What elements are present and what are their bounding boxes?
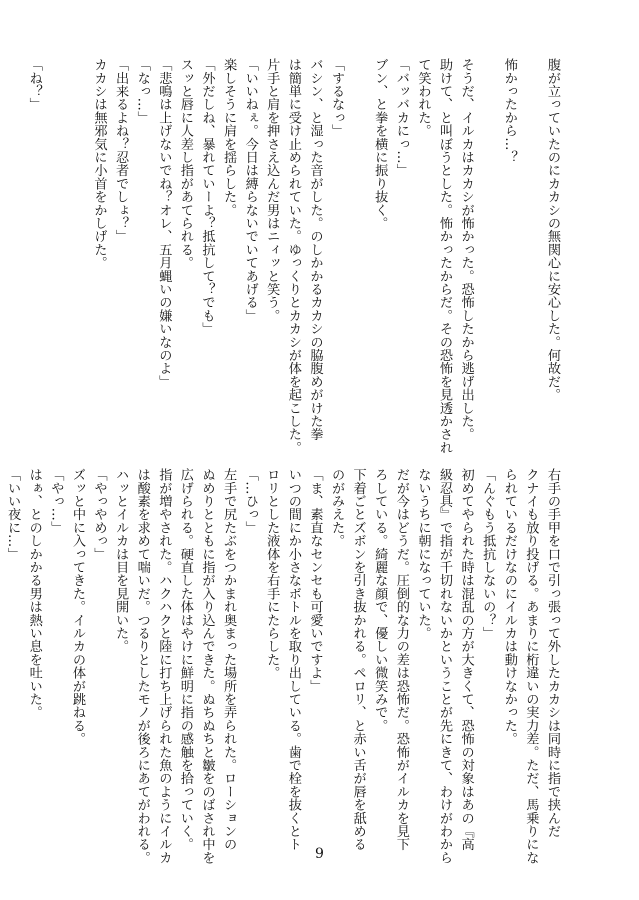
text-line: 「…ひっ」	[242, 468, 258, 534]
upper-text-block	[0, 58, 563, 454]
text-line: 「ね？」	[26, 58, 42, 111]
text-line: のがみえた。	[329, 468, 345, 548]
text-line: ズッと中に入ってきた。イルカの体が跳ねる。	[69, 468, 85, 746]
text-line	[0, 468, 2, 808]
text-line: 「出来るよね？忍者でしょ？」	[113, 58, 129, 243]
text-line: はぁ、とのしかかる男は熱い息を吐いた。	[26, 468, 42, 719]
text-line: 指が増やされた。ハクハクと陸に打ち上げられた魚のようにイルカ	[156, 468, 172, 864]
text-line: 「なっ…」	[134, 58, 150, 124]
text-line: いつの間にか小さなボトルを取り出している。歯で栓を抜くとト	[285, 468, 301, 851]
text-line: ないうちに朝になっていた。	[415, 468, 431, 640]
text-line: 片手と肩を押さえ込んだ男はニィッと笑う。	[264, 58, 280, 322]
text-line: 腹が立っていたのにカカシの無関心に安心した。何故だ。	[545, 58, 560, 402]
text-line: ぬめりとともに指が入り込んできた。ぬちぬちと皺をのばされ中を	[199, 468, 215, 864]
text-line: 初めてやられた時は混乱の方が大きくて、恐怖の対象はあの『高	[458, 468, 474, 851]
text-line: 怖かったから…？	[501, 58, 517, 164]
text-line: は簡単に受け止められていた。ゆっくりとカカシが体を起こした。	[285, 58, 301, 454]
text-line: 「外だしね、暴れていーよ？抵抗して？でも」	[199, 58, 215, 336]
text-line	[66, 58, 88, 398]
text-line: スッと唇に人差し指があてられる。	[177, 58, 193, 270]
text-line: られているだけなのにイルカは動けなかった。	[501, 468, 517, 746]
text-line	[2, 58, 24, 398]
text-line: だが今はどうだ。圧倒的な力の差は恐怖だ。恐怖がイルカを見下	[393, 468, 409, 851]
text-line: 下着ごとズボンを引き抜かれる。ペロリ、と赤い舌が唇を舐める	[350, 468, 366, 851]
text-line: そうだ、イルカはカカシが怖かった。恐怖したから逃げ出した。	[458, 58, 474, 441]
text-line: 「いいねぇ。今日は縛らないでいてあげる」	[242, 58, 258, 322]
text-line: 助けて、と叫ぼうとした。怖かったからだ。その恐怖を見透かされ	[437, 58, 453, 454]
text-line: 「バッバカにっ…」	[393, 58, 409, 177]
text-line: クナイも放り投げる。あまりに桁違いの実力差。ただ、馬乗りにな	[523, 468, 539, 864]
page-number: 9	[315, 846, 324, 862]
text-line: 「やっ…」	[48, 468, 64, 534]
text-line: 級忍具』で指が千切れないかということが先にきて、わけがわから	[437, 468, 453, 864]
text-line	[0, 58, 2, 398]
text-line: 「悲鳴は上げないでね？オレ、五月蝿いの嫌いなのよ」	[156, 58, 172, 388]
text-line	[477, 58, 499, 398]
text-line: は酸素を求めて喘いだ。つるりとしたモノが後ろにあてがわれる。	[134, 468, 150, 864]
lower-text-block	[0, 468, 563, 864]
text-line: 左手で尻たぶをつかまれ奥まった場所を弄られた。ローションの	[221, 468, 237, 851]
text-line: バシン、と湿った音がした。のしかかるカカシの脇腹めがけた拳	[307, 58, 323, 441]
text-line: 「やっやめっ」	[91, 468, 107, 561]
text-line	[45, 58, 67, 398]
text-line: て笑われた。	[415, 58, 431, 138]
text-line: ブン、と拳を横に振り抜く。	[372, 58, 388, 230]
text-line: 広げられる。硬直した体はやけに鮮明に指の感触を拾っていく。	[177, 468, 193, 851]
text-line: ろしている。綺麗な顔で、優しい微笑みで。	[372, 468, 388, 732]
text-line: ハッとイルカは目を見開いた。	[113, 468, 129, 653]
text-line: ロリとした液体を右手にたらした。	[264, 468, 280, 680]
text-line: 「んぐもう抵抗しないの？」	[480, 468, 496, 640]
text-line: カカシは無邪気に小首をかしげた。	[91, 58, 107, 270]
text-line: 「するなっ」	[329, 58, 345, 138]
text-line	[520, 58, 542, 398]
text-line: 右手の手甲を口で引っ張って外したカカシは同時に指で挟んだ	[545, 468, 560, 838]
text-line	[347, 58, 369, 398]
text-line: 楽しそうに肩を揺らした。	[221, 58, 237, 217]
text-line: 「ま、素直なセンセも可愛いですよ」	[307, 468, 323, 693]
text-line: 「いい夜に…」	[5, 468, 21, 561]
